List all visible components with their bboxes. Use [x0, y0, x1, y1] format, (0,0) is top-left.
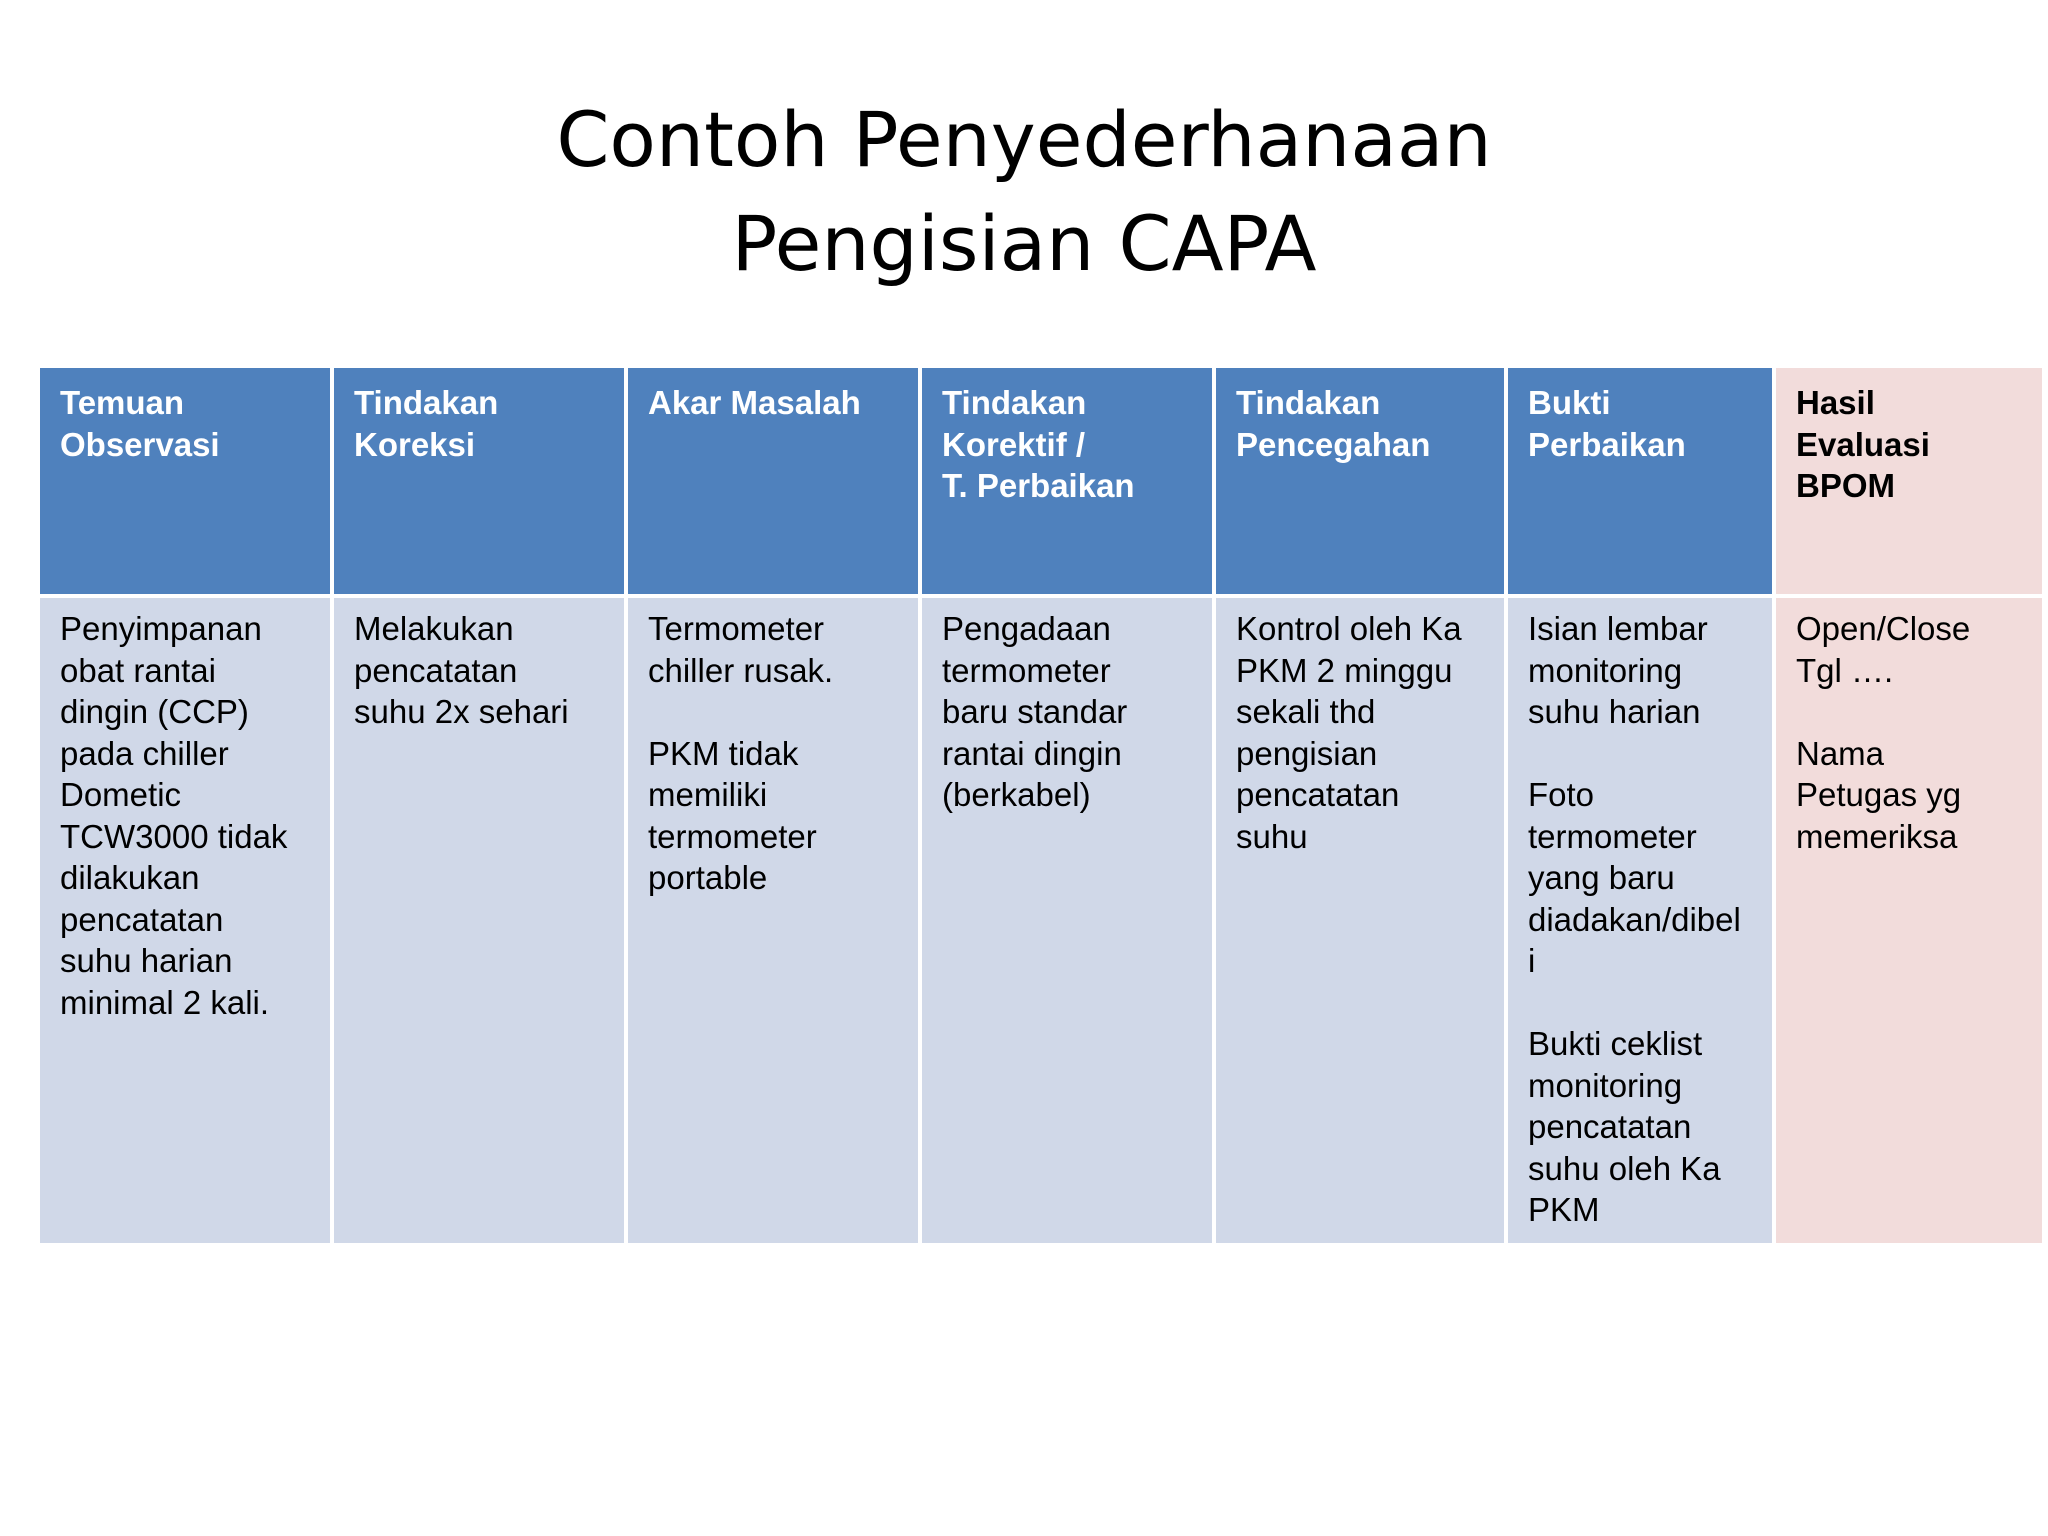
- cell-bukti-perbaikan: Isian lembar monitoring suhu harian Foto termometer yang baru diadakan/dibel i Bukti ceklist monitoring pencatatan suhu oleh Ka PKM: [1508, 598, 1772, 1243]
- cell-akar-masalah: Termometer chiller rusak. PKM tidak memiliki termometer portable: [628, 598, 918, 1243]
- header-hasil-evaluasi-bpom: Hasil Evaluasi BPOM: [1776, 368, 2042, 594]
- cell-tindakan-korektif: Pengadaan termometer baru standar rantai dingin (berkabel): [922, 598, 1212, 1243]
- cell-hasil-evaluasi-bpom: Open/Close Tgl …. Nama Petugas yg memeriksa: [1776, 598, 2042, 1243]
- header-tindakan-koreksi: Tindakan Koreksi: [334, 368, 624, 594]
- header-tindakan-korektif: Tindakan Korektif / T. Perbaikan: [922, 368, 1212, 594]
- header-akar-masalah: Akar Masalah: [628, 368, 918, 594]
- header-temuan-observasi: Temuan Observasi: [40, 368, 330, 594]
- cell-tindakan-koreksi: Melakukan pencatatan suhu 2x sehari: [334, 598, 624, 1243]
- cell-temuan-observasi: Penyimpanan obat rantai dingin (CCP) pada chiller Dometic TCW3000 tidak dilakukan pencatatan suhu harian minimal 2 kali.: [40, 598, 330, 1243]
- cell-tindakan-pencegahan: Kontrol oleh Ka PKM 2 minggu sekali thd pengisian pencatatan suhu: [1216, 598, 1504, 1243]
- header-bukti-perbaikan: Bukti Perbaikan: [1508, 368, 1772, 594]
- table-header-row: [40, 368, 2042, 594]
- table-row: [40, 598, 2042, 1243]
- slide-title-line-2: Pengisian CAPA: [731, 199, 1317, 288]
- header-tindakan-pencegahan: Tindakan Pencegahan: [1216, 368, 1504, 594]
- capa-table: [36, 364, 2046, 1247]
- slide-title-line-1: Contoh Penyederhanaan: [556, 95, 1492, 184]
- slide-title: [0, 88, 2048, 296]
